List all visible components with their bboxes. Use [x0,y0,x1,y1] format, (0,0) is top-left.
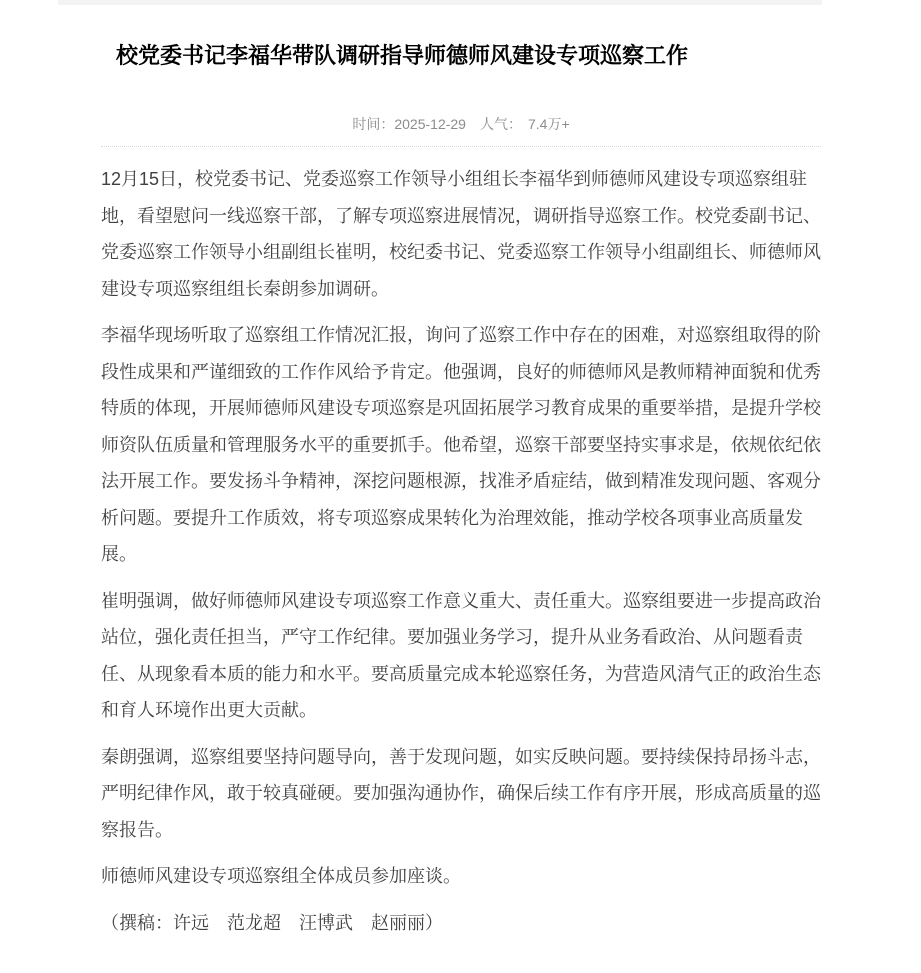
article-byline: （撰稿：许远 范龙超 汪博武 赵丽丽） [101,912,443,933]
article-paragraph: 崔明强调，做好师德师风建设专项巡察工作意义重大、责任重大。巡察组要进一步提高政治站位，强化责任担当，严守工作纪律。要加强业务学习，提升从业务看政治、从问题看责任、从现象看本质的能力和水平。要高质量完成本轮巡察任务，为营造风清气正的政治生态和育人环境作出更大贡献。 [101,590,821,720]
article-card [58,0,822,951]
meta-views-value: 7.4万+ [527,116,570,132]
article-content [101,41,821,941]
meta-time-value: 2025-12-29 [394,116,466,132]
meta-time-label: 时间： [352,116,395,132]
article-paragraph: 12月15日，校党委书记、党委巡察工作领导小组组长李福华到师德师风建设专项巡察组驻地，看望慰问一线巡察干部，了解专项巡察进展情况，调研指导巡察工作。校党委副书记、党委巡察工作领导小组副组长崔明，校纪委书记、党委巡察工作领导小组副组长、师德师风建设专项巡察组组长秦朗参加调研。 [101,169,821,299]
top-strip [58,0,822,5]
article-paragraph: 师德师风建设专项巡察组全体成员参加座谈。 [101,866,461,886]
article-paragraph: 秦朗强调，巡察组要坚持问题导向，善于发现问题，如实反映问题。要持续保持昂扬斗志，严明纪律作风，敢于较真碰硬。要加强沟通协作，确保后续工作有序开展，形成高质量的巡察报告。 [101,746,821,840]
article-body [101,147,821,941]
article-meta [101,114,821,134]
meta-views-label: 人气： [479,116,522,132]
article-paragraph: 李福华现场听取了巡察组工作情况汇报，询问了巡察工作中存在的困难，对巡察组取得的阶段性成果和严谨细致的工作作风给予肯定。他强调，良好的师德师风是教师精神面貌和优秀特质的体现，开展师德师风建设专项巡察是巩固拓展学习教育成果的重要举措，是提升学校师资队伍质量和管理服务水平的重要抓手。他希望，巡察干部要坚持实事求是，依规依纪依法开展工作。要发扬斗争精神，深挖问题根源，找准矛盾症结，做到精准发现问题、客观分析问题。要提升工作质效，将专项巡察成果转化为治理效能，推动学校各项事业高质量发展。 [101,325,821,564]
article-title: 校党委书记李福华带队调研指导师德师风建设专项巡察工作 [116,43,689,68]
